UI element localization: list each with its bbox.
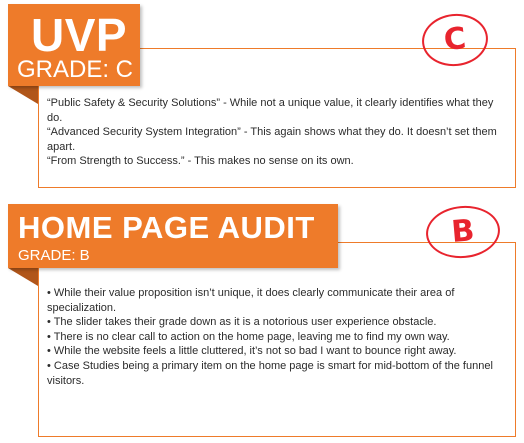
audit-banner-fold (8, 268, 38, 286)
audit-hand-grade: B (450, 213, 476, 250)
uvp-note-3: “From Strength to Success.” - This makes no sense on its own. (47, 155, 354, 168)
uvp-card (0, 0, 524, 200)
audit-note-4: • While the website feels a little cluttered, it’s not so bad I want to bounce right away. (47, 345, 457, 358)
audit-card (0, 200, 524, 443)
uvp-grade-label: GRADE: C (17, 56, 134, 83)
uvp-banner (8, 4, 140, 86)
audit-note-1: • While their value proposition isn’t unique, it does clearly communicate their area of specialization. (47, 287, 455, 314)
audit-grade-label: GRADE: B (18, 247, 90, 264)
audit-note-5: • Case Studies being a primary item on the home page is smart for mid-bottom of the funnel visitors. (47, 359, 493, 387)
uvp-title: UVP (31, 9, 128, 61)
uvp-banner-fold (8, 86, 38, 104)
audit-note-2: • The slider takes their grade down as it is a notorious user experience obstacle. (47, 316, 437, 329)
uvp-notes (47, 96, 509, 169)
uvp-note-2: “Advanced Security System Integration” - This again shows what they do. It doesn’t set them apart. (47, 126, 497, 153)
audit-title: HOME PAGE AUDIT (18, 210, 315, 245)
audit-banner (8, 204, 338, 268)
uvp-note-1: “Public Safety & Security Solutions” - While not a unique value, it clearly identifies what they do. (47, 97, 494, 124)
uvp-hand-grade: C (442, 20, 468, 59)
audit-note-3: • There is no clear call to action on the home page, leaving me to find my own way. (47, 330, 450, 343)
audit-notes (47, 286, 509, 388)
